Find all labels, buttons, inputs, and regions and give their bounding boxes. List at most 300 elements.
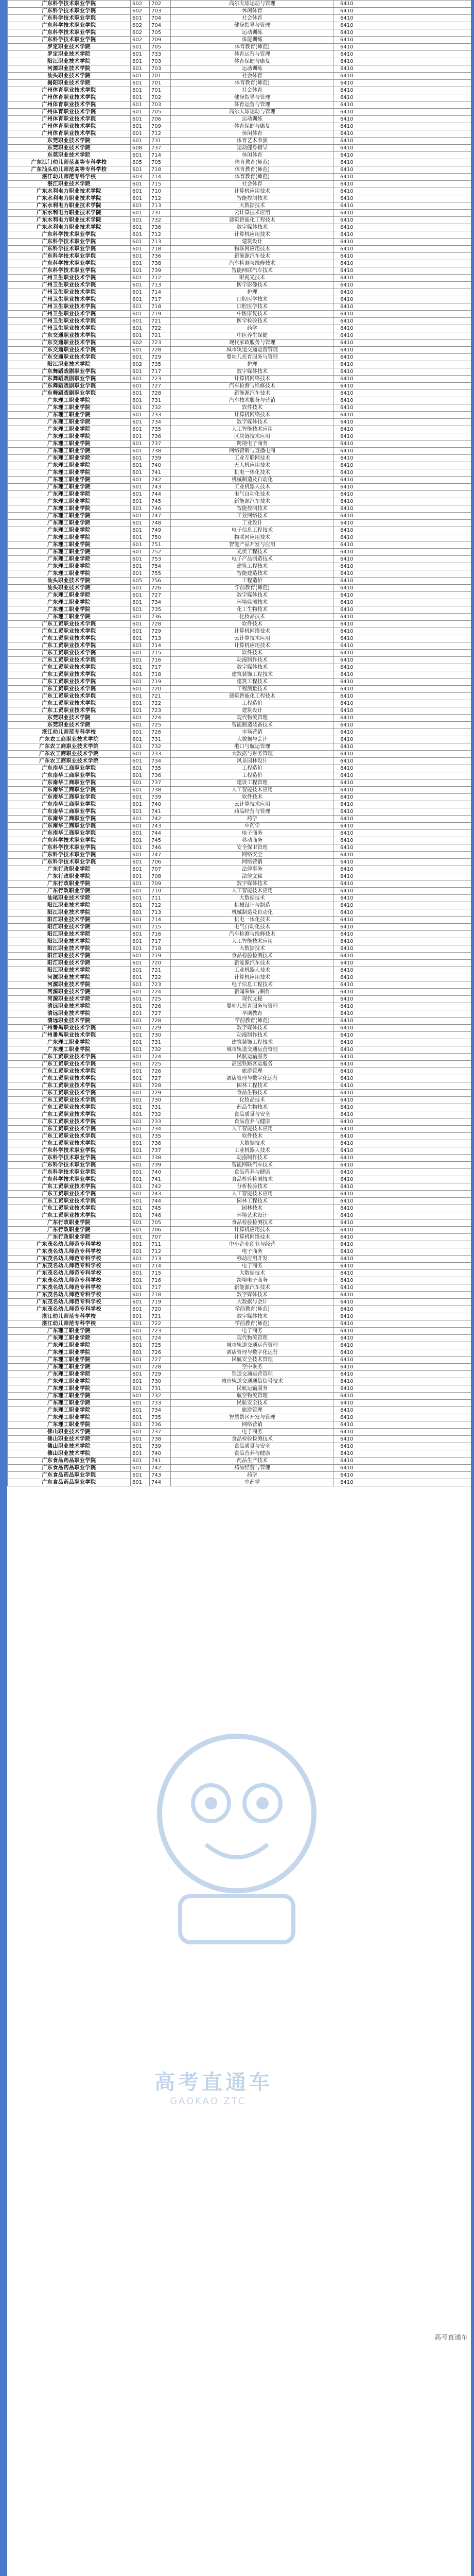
batch-code-cell: 601 <box>131 880 150 888</box>
table-row <box>8 549 474 556</box>
category-code-cell: 6410 <box>334 239 474 246</box>
major-name-cell: 计算机应用技术 <box>171 1227 334 1234</box>
major-code-cell: 713 <box>150 239 171 246</box>
major-name-cell: 人工智能技术应用 <box>171 1191 334 1198</box>
category-code-cell: 6410 <box>334 1018 474 1025</box>
school-cell: 广州卫生职业技术学院 <box>8 296 131 303</box>
major-name-cell: 学前教育(师范) <box>171 1018 334 1025</box>
category-code-cell: 6410 <box>334 1472 474 1479</box>
table-row <box>8 8 474 15</box>
school-cell: 汕头职业技术学院 <box>8 578 131 585</box>
category-code-cell: 6410 <box>334 570 474 578</box>
major-code-cell: 713 <box>150 1256 171 1263</box>
major-name-cell: 药品经营与管理 <box>171 808 334 816</box>
major-name-cell: 早期教育 <box>171 1010 334 1018</box>
category-code-cell: 6410 <box>334 1407 474 1414</box>
batch-code-cell: 601 <box>131 917 150 924</box>
major-name-cell: 跨境电子商务 <box>171 440 334 448</box>
major-name-cell: 大数据技术 <box>171 945 334 953</box>
batch-code-cell: 601 <box>131 700 150 707</box>
school-cell: 广东江门幼儿师范高等专科学校 <box>8 159 131 166</box>
batch-code-cell: 601 <box>131 1147 150 1155</box>
batch-code-cell: 601 <box>131 404 150 412</box>
category-code-cell: 6410 <box>334 909 474 917</box>
school-cell: 湛江幼儿师范专科学校 <box>8 1313 131 1320</box>
major-name-cell: 酒店管理与数字化运营 <box>171 1349 334 1357</box>
major-name-cell: 电子产品制造技术 <box>171 556 334 563</box>
school-cell: 广东科学技术职业学院 <box>8 1147 131 1155</box>
batch-code-cell: 601 <box>131 109 150 116</box>
major-name-cell: 机电一体化技术 <box>171 917 334 924</box>
category-code-cell: 6410 <box>334 491 474 498</box>
category-code-cell: 6410 <box>334 1284 474 1292</box>
major-name-cell: 电子信息工程技术 <box>171 527 334 534</box>
major-code-cell: 721 <box>150 332 171 340</box>
major-code-cell: 722 <box>150 1320 171 1328</box>
major-name-cell: 人工智能技术应用 <box>171 1126 334 1133</box>
batch-code-cell: 601 <box>131 1256 150 1263</box>
category-code-cell: 6410 <box>334 556 474 563</box>
major-code-cell: 744 <box>150 830 171 837</box>
school-cell: 阳江职业技术学院 <box>8 58 131 65</box>
category-code-cell: 6410 <box>334 541 474 549</box>
major-code-cell: 743 <box>150 1472 171 1479</box>
major-code-cell: 703 <box>150 58 171 65</box>
major-name-cell: 新能源汽车技术 <box>171 390 334 397</box>
school-cell: 广东理工职业学院 <box>8 412 131 419</box>
school-cell: 揭阳职业技术学院 <box>8 80 131 87</box>
major-name-cell: 休闲体育 <box>171 8 334 15</box>
table-row <box>8 1299 474 1306</box>
category-code-cell: 6410 <box>334 469 474 477</box>
major-name-cell: 物联网应用技术 <box>171 534 334 541</box>
category-code-cell: 6410 <box>334 1436 474 1443</box>
major-code-cell: 746 <box>150 844 171 852</box>
table-row <box>8 477 474 484</box>
category-code-cell: 6410 <box>334 513 474 520</box>
major-name-cell: 健身指导与管理 <box>171 22 334 29</box>
major-code-cell: 738 <box>150 260 171 267</box>
school-cell: 广东工贸职业技术学院 <box>8 1061 131 1068</box>
major-code-cell: 707 <box>150 866 171 873</box>
school-cell: 汕头职业技术学院 <box>8 585 131 592</box>
major-code-cell: 732 <box>150 217 171 224</box>
major-name-cell: 网络营销 <box>171 859 334 866</box>
major-name-cell: 化工生物技术 <box>171 606 334 614</box>
category-code-cell: 6410 <box>334 1191 474 1198</box>
major-name-cell: 医学影像技术 <box>171 282 334 289</box>
school-cell: 广东行政职业学院 <box>8 1219 131 1227</box>
category-code-cell: 6410 <box>334 101 474 109</box>
major-code-cell: 722 <box>150 700 171 707</box>
school-cell: 广东科学技术职业学院 <box>8 231 131 239</box>
school-cell: 广东行政职业学院 <box>8 873 131 880</box>
table-row <box>8 1371 474 1378</box>
batch-code-cell: 601 <box>131 484 150 491</box>
major-code-cell: 733 <box>150 412 171 419</box>
major-name-cell: 动漫制作技术 <box>171 1155 334 1162</box>
watermark-title: 高考直通车 <box>154 2071 273 2094</box>
batch-code-cell: 601 <box>131 1032 150 1039</box>
category-code-cell: 6410 <box>334 1054 474 1061</box>
school-cell: 阳江职业技术学院 <box>8 931 131 938</box>
category-code-cell: 6410 <box>334 931 474 938</box>
batch-code-cell: 601 <box>131 44 150 51</box>
batch-code-cell: 601 <box>131 844 150 852</box>
school-cell: 广东茂名幼儿师范专科学校 <box>8 1306 131 1313</box>
batch-code-cell: 601 <box>131 65 150 73</box>
batch-code-cell: 601 <box>131 621 150 628</box>
table-row <box>8 303 474 311</box>
batch-code-cell: 601 <box>131 808 150 816</box>
batch-code-cell: 601 <box>131 347 150 354</box>
school-cell: 广东工贸职业技术学院 <box>8 650 131 657</box>
school-cell: 广东行政职业学院 <box>8 888 131 895</box>
major-name-cell: 无人机应用技术 <box>171 462 334 469</box>
major-name-cell: 汽车技术服务与营销 <box>171 397 334 404</box>
major-code-cell: 717 <box>150 664 171 671</box>
batch-code-cell: 601 <box>131 693 150 700</box>
batch-code-cell: 601 <box>131 246 150 253</box>
category-code-cell: 6410 <box>334 549 474 556</box>
batch-code-cell: 601 <box>131 1320 150 1328</box>
school-cell: 汕头职业技术学院 <box>8 73 131 80</box>
category-code-cell: 6410 <box>334 1227 474 1234</box>
table-row <box>8 1328 474 1335</box>
table-row <box>8 159 474 166</box>
category-code-cell: 6410 <box>334 404 474 412</box>
table-row <box>8 787 474 794</box>
major-name-cell: 高尔夫球运动与管理 <box>171 1 334 8</box>
category-code-cell: 6410 <box>334 715 474 722</box>
major-code-cell: 705 <box>150 1219 171 1227</box>
school-cell: 广东南华工商职业学院 <box>8 779 131 787</box>
table-row <box>8 700 474 707</box>
table-row <box>8 498 474 505</box>
table-row <box>8 195 474 202</box>
major-name-cell: 汽车检测与维修技术 <box>171 383 334 390</box>
batch-code-cell: 601 <box>131 974 150 981</box>
major-name-cell: 食品生物技术 <box>171 1090 334 1097</box>
category-code-cell: 6410 <box>334 80 474 87</box>
school-cell: 广州卫生职业技术学院 <box>8 282 131 289</box>
batch-code-cell: 601 <box>131 275 150 282</box>
major-code-cell: 722 <box>150 325 171 332</box>
school-cell: 广东理工职业学院 <box>8 1342 131 1349</box>
major-name-cell: 化妆品技术 <box>171 1097 334 1104</box>
major-name-cell: 软件技术 <box>171 1133 334 1140</box>
major-name-cell: 计算机应用技术 <box>171 188 334 195</box>
category-code-cell: 6410 <box>334 1292 474 1299</box>
school-cell: 广东理工职业学院 <box>8 1364 131 1371</box>
major-name-cell: 学前教育(师范) <box>171 1320 334 1328</box>
major-code-cell: 703 <box>150 8 171 15</box>
category-code-cell: 6410 <box>334 412 474 419</box>
table-row <box>8 1090 474 1097</box>
batch-code-cell: 601 <box>131 1176 150 1183</box>
category-code-cell: 6410 <box>334 253 474 260</box>
table-row <box>8 1256 474 1263</box>
batch-code-cell: 601 <box>131 289 150 296</box>
major-code-cell: 737 <box>150 779 171 787</box>
table-row <box>8 895 474 902</box>
major-code-cell: 742 <box>150 1183 171 1191</box>
major-name-cell: 区块链技术应用 <box>171 433 334 440</box>
major-code-cell: 702 <box>150 94 171 101</box>
major-name-cell: 数字媒体技术 <box>171 664 334 671</box>
major-name-cell: 园林工程技术 <box>171 1198 334 1205</box>
major-code-cell: 716 <box>150 1277 171 1284</box>
school-cell: 阳江职业技术学院 <box>8 361 131 368</box>
school-cell: 广东理工职业学院 <box>8 469 131 477</box>
major-code-cell: 720 <box>150 1306 171 1313</box>
table-row <box>8 1140 474 1147</box>
school-cell: 阳江职业技术学院 <box>8 967 131 974</box>
table-row <box>8 174 474 181</box>
major-code-cell: 743 <box>150 484 171 491</box>
batch-code-cell: 601 <box>131 448 150 455</box>
major-code-cell: 723 <box>150 1328 171 1335</box>
category-code-cell: 6410 <box>334 1256 474 1263</box>
major-code-cell: 704 <box>150 15 171 22</box>
category-code-cell: 6410 <box>334 22 474 29</box>
major-code-cell: 728 <box>150 390 171 397</box>
table-row <box>8 707 474 715</box>
major-code-cell: 712 <box>150 195 171 202</box>
table-row <box>8 116 474 123</box>
table-row <box>8 469 474 477</box>
major-code-cell: 725 <box>150 1342 171 1349</box>
category-code-cell: 6410 <box>334 1335 474 1342</box>
school-cell: 湛江幼儿师范专科学校 <box>8 174 131 181</box>
category-code-cell: 6410 <box>334 852 474 859</box>
batch-code-cell: 601 <box>131 1443 150 1450</box>
batch-code-cell: 601 <box>131 1003 150 1010</box>
major-code-cell: 744 <box>150 491 171 498</box>
category-code-cell: 6410 <box>334 462 474 469</box>
category-code-cell: 6410 <box>334 743 474 751</box>
batch-code-cell: 605 <box>131 159 150 166</box>
major-code-cell: 715 <box>150 1270 171 1277</box>
batch-code-cell: 601 <box>131 166 150 174</box>
major-name-cell: 法律文秘 <box>171 873 334 880</box>
table-row <box>8 808 474 816</box>
major-name-cell: 新能源汽车技术 <box>171 1284 334 1292</box>
major-code-cell: 714 <box>150 152 171 159</box>
major-name-cell: 学前教育(师范) <box>171 585 334 592</box>
major-name-cell: 电子商务 <box>171 1263 334 1270</box>
table-row <box>8 657 474 664</box>
table-row <box>8 1219 474 1227</box>
category-code-cell: 6410 <box>334 1385 474 1393</box>
major-code-cell: 727 <box>150 1357 171 1364</box>
batch-code-cell: 601 <box>131 1277 150 1284</box>
table-row <box>8 931 474 938</box>
major-name-cell: 婴幼儿托育服务与管理 <box>171 1003 334 1010</box>
school-cell: 广州卫生职业技术学院 <box>8 303 131 311</box>
major-name-cell: 计算机网络技术 <box>171 412 334 419</box>
batch-code-cell: 601 <box>131 1335 150 1342</box>
table-row <box>8 1292 474 1299</box>
batch-code-cell: 601 <box>131 332 150 340</box>
school-cell: 广东行政职业学院 <box>8 880 131 888</box>
category-code-cell: 6410 <box>334 534 474 541</box>
table-row <box>8 1234 474 1241</box>
school-cell: 广东食品药品职业学院 <box>8 1479 131 1486</box>
category-code-cell: 6410 <box>334 390 474 397</box>
category-code-cell: 6410 <box>334 592 474 599</box>
category-code-cell: 6410 <box>334 989 474 996</box>
major-name-cell: 食品营养与健康 <box>171 1118 334 1126</box>
table-row <box>8 1400 474 1407</box>
table-row <box>8 1191 474 1198</box>
table-row <box>8 967 474 974</box>
category-code-cell: 6410 <box>334 51 474 58</box>
category-code-cell: 6410 <box>334 65 474 73</box>
batch-code-cell: 601 <box>131 433 150 440</box>
batch-code-cell: 601 <box>131 1429 150 1436</box>
category-code-cell: 6410 <box>334 311 474 318</box>
major-name-cell: 中药学 <box>171 823 334 830</box>
school-cell: 广东水利电力职业技术学院 <box>8 202 131 210</box>
category-code-cell: 6410 <box>334 599 474 606</box>
school-cell: 广东科学技术职业学院 <box>8 22 131 29</box>
school-cell: 广东工贸职业技术学院 <box>8 700 131 707</box>
batch-code-cell: 601 <box>131 1313 150 1320</box>
category-code-cell: 6410 <box>334 758 474 765</box>
category-code-cell: 6410 <box>334 231 474 239</box>
major-name-cell: 法律事务 <box>171 866 334 873</box>
major-name-cell: 计算机应用技术 <box>171 974 334 981</box>
school-cell: 广东舞蹈戏剧职业学院 <box>8 383 131 390</box>
table-row <box>8 1054 474 1061</box>
table-row <box>8 1277 474 1284</box>
batch-code-cell: 601 <box>131 996 150 1003</box>
table-row <box>8 880 474 888</box>
major-code-cell: 741 <box>150 808 171 816</box>
category-code-cell: 6410 <box>334 1046 474 1054</box>
school-cell: 广东工贸职业技术学院 <box>8 1140 131 1147</box>
table-row <box>8 1111 474 1118</box>
major-name-cell: 城市轨道交通运营管理 <box>171 1342 334 1349</box>
school-cell: 东莞职业技术学院 <box>8 715 131 722</box>
batch-code-cell: 601 <box>131 1198 150 1205</box>
category-code-cell: 6410 <box>334 1277 474 1284</box>
batch-code-cell: 601 <box>131 1270 150 1277</box>
category-code-cell: 6410 <box>334 888 474 895</box>
table-row <box>8 938 474 945</box>
batch-code-cell: 601 <box>131 491 150 498</box>
major-name-cell: 民航运输服务 <box>171 1054 334 1061</box>
major-code-cell: 712 <box>150 1248 171 1256</box>
table-row <box>8 599 474 606</box>
batch-code-cell: 601 <box>131 397 150 404</box>
table-row <box>8 844 474 852</box>
major-name-cell: 软件技术 <box>171 404 334 412</box>
batch-code-cell: 601 <box>131 1328 150 1335</box>
category-code-cell: 6410 <box>334 123 474 130</box>
category-code-cell: 6410 <box>334 159 474 166</box>
category-code-cell: 6410 <box>334 650 474 657</box>
major-code-cell: 746 <box>150 505 171 513</box>
category-code-cell: 6410 <box>334 166 474 174</box>
major-code-cell: 734 <box>150 1407 171 1414</box>
major-code-cell: 729 <box>150 1090 171 1097</box>
major-code-cell: 752 <box>150 549 171 556</box>
batch-code-cell: 601 <box>131 960 150 967</box>
table-row <box>8 902 474 909</box>
major-code-cell: 729 <box>150 1025 171 1032</box>
category-code-cell: 6410 <box>334 1068 474 1075</box>
major-code-cell: 744 <box>150 1198 171 1205</box>
batch-code-cell: 601 <box>131 873 150 880</box>
batch-code-cell: 601 <box>131 570 150 578</box>
batch-code-cell: 601 <box>131 1018 150 1025</box>
table-row <box>8 852 474 859</box>
batch-code-cell: 602 <box>131 29 150 37</box>
batch-code-cell: 601 <box>131 852 150 859</box>
school-cell: 广州体育职业技术学院 <box>8 94 131 101</box>
major-name-cell: 社会体育 <box>171 87 334 94</box>
school-cell: 广东茂名幼儿师范专科学校 <box>8 1277 131 1284</box>
category-code-cell: 6410 <box>334 303 474 311</box>
table-row <box>8 462 474 469</box>
category-code-cell: 6410 <box>334 1349 474 1357</box>
batch-code-cell: 602 <box>131 361 150 368</box>
category-code-cell: 6410 <box>334 296 474 303</box>
school-cell: 广东理工职业学院 <box>8 505 131 513</box>
major-code-cell: 736 <box>150 1421 171 1429</box>
major-code-cell: 705 <box>150 109 171 116</box>
school-cell: 广东科学技术职业学院 <box>8 267 131 275</box>
school-cell: 广东理工职业学院 <box>8 1414 131 1421</box>
batch-code-cell: 601 <box>131 1097 150 1104</box>
major-code-cell: 701 <box>150 87 171 94</box>
major-code-cell: 731 <box>150 1385 171 1393</box>
table-row <box>8 1147 474 1155</box>
major-name-cell: 智能建造技术 <box>171 570 334 578</box>
school-cell: 广东理工职业学院 <box>8 549 131 556</box>
major-code-cell: 748 <box>150 520 171 527</box>
major-name-cell: 医学检验技术 <box>171 318 334 325</box>
school-cell: 广东工贸职业技术学院 <box>8 628 131 635</box>
category-code-cell: 6410 <box>334 152 474 159</box>
batch-code-cell: 601 <box>131 945 150 953</box>
batch-code-cell: 601 <box>131 1407 150 1414</box>
batch-code-cell: 601 <box>131 498 150 505</box>
table-row <box>8 1003 474 1010</box>
major-code-cell: 726 <box>150 729 171 736</box>
category-code-cell: 6410 <box>334 440 474 448</box>
major-code-cell: 726 <box>150 1349 171 1357</box>
major-name-cell: 机械制造及自动化 <box>171 477 334 484</box>
major-code-cell: 706 <box>150 1227 171 1234</box>
school-cell: 清远职业技术学院 <box>8 1010 131 1018</box>
major-code-cell: 724 <box>150 989 171 996</box>
category-code-cell: 6410 <box>334 1234 474 1241</box>
major-code-cell: 720 <box>150 686 171 693</box>
batch-code-cell: 601 <box>131 1472 150 1479</box>
major-name-cell: 体育教育(师范) <box>171 159 334 166</box>
table-row <box>8 296 474 303</box>
category-code-cell: 6410 <box>334 188 474 195</box>
category-code-cell: 6410 <box>334 1219 474 1227</box>
category-code-cell: 6410 <box>334 340 474 347</box>
table-row <box>8 527 474 534</box>
school-cell: 广州卫生职业技术学院 <box>8 311 131 318</box>
table-row <box>8 1075 474 1082</box>
table-row <box>8 397 474 404</box>
